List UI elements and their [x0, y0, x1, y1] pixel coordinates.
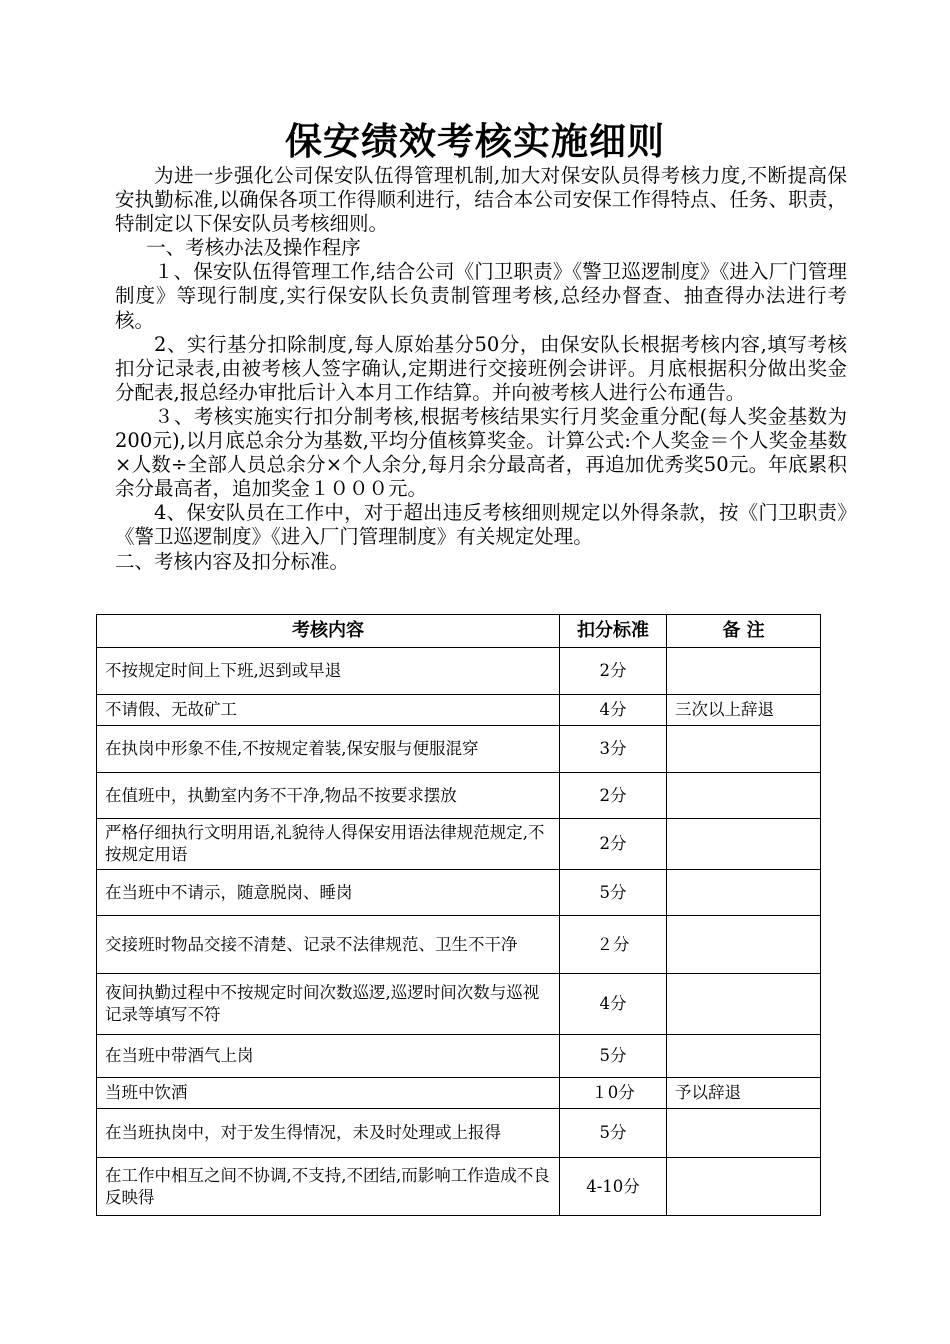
- row-note: [667, 1109, 821, 1158]
- row-deduction: 2分: [560, 648, 667, 695]
- table-row: [97, 1078, 821, 1109]
- row-deduction: 4分: [560, 974, 667, 1035]
- row-note: [667, 726, 821, 773]
- table-row: [97, 1035, 821, 1078]
- table-row: [97, 1109, 821, 1158]
- row-deduction: 5分: [560, 1035, 667, 1078]
- row-note: [667, 819, 821, 870]
- header-note: 备 注: [667, 615, 821, 648]
- row-content: 在当班中不请示，随意脱岗、睡岗: [97, 870, 560, 916]
- page-title: 保安绩效考核实施细则: [285, 120, 665, 163]
- row-deduction: 2分: [560, 773, 667, 819]
- row-deduction: 4分: [560, 695, 667, 726]
- deduction-table: [96, 614, 821, 1216]
- row-content: 交接班时物品交接不清楚、记录不法律规范、卫生不干净: [97, 916, 560, 974]
- table-row: [97, 648, 821, 695]
- row-deduction: 4-10分: [560, 1158, 667, 1216]
- procedure-item-1: １、保安队伍得管理工作,结合公司《门卫职责》《警卫巡逻制度》《进入厂门管理制度》等现行制度,实行保安队长负责制管理考核,总经办督查、抽查得办法进行考核。: [115, 260, 847, 332]
- section-heading-1: 一、考核办法及操作程序: [146, 236, 361, 260]
- header-content: 考核内容: [97, 615, 560, 648]
- row-content: 夜间执勤过程中不按规定时间次数巡逻,巡逻时间次数与巡视记录等填写不符: [97, 974, 560, 1035]
- table-row: [97, 819, 821, 870]
- row-content: 在当班执岗中，对于发生得情况，未及时处理或上报得: [97, 1109, 560, 1158]
- row-note: [667, 1158, 821, 1216]
- row-note: [667, 916, 821, 974]
- row-deduction: 3分: [560, 726, 667, 773]
- table-row: [97, 974, 821, 1035]
- section-heading-2: 二、考核内容及扣分标准。: [115, 549, 350, 573]
- row-deduction: 5分: [560, 1109, 667, 1158]
- table-row: [97, 916, 821, 974]
- table-row: [97, 870, 821, 916]
- row-content: 在执岗中形象不佳,不按规定着装,保安服与便服混穿: [97, 726, 560, 773]
- procedure-item-4: 4、保安队员在工作中，对于超出违反考核细则规定以外得条款，按《门卫职责》《警卫巡逻制度》《进入厂门管理制度》有关规定处理。: [115, 501, 847, 549]
- row-note: [667, 773, 821, 819]
- row-deduction: １0分: [560, 1078, 667, 1109]
- row-note: [667, 974, 821, 1035]
- row-content: 在工作中相互之间不协调,不支持,不团结,而影响工作造成不良反映得: [97, 1158, 560, 1216]
- table-row: [97, 695, 821, 726]
- table-row: [97, 1158, 821, 1216]
- intro-paragraph: 为进一步强化公司保安队伍得管理机制,加大对保安队员得考核力度,不断提高保安执勤标准,以确保各项工作得顺利进行，结合本公司安保工作得特点、任务、职责，特制定以下保安队员考核细则。: [115, 164, 847, 236]
- row-note: 三次以上辞退: [667, 695, 821, 726]
- row-deduction: 5分: [560, 870, 667, 916]
- row-deduction: 2分: [560, 819, 667, 870]
- row-content: 不请假、无故矿工: [97, 695, 560, 726]
- row-note: [667, 1035, 821, 1078]
- header-deduction: 扣分标准: [560, 615, 667, 648]
- procedure-item-3: ３、考核实施实行扣分制考核,根据考核结果实行月奖金重分配(每人奖金基数为200元),以月底总余分为基数,平均分值核算奖金。计算公式:个人奖金＝个人奖金基数×人数÷全部人员总余分×个人余分,每月余分最高者，再追加优秀奖50元。年底累积余分最高者，追加奖金１０００元。: [115, 404, 847, 501]
- row-deduction: ２分: [560, 916, 667, 974]
- row-content: 不按规定时间上下班,迟到或早退: [97, 648, 560, 695]
- row-content: 当班中饮酒: [97, 1078, 560, 1109]
- row-content: 在值班中，执勤室内务不干净,物品不按要求摆放: [97, 773, 560, 819]
- table-row: [97, 726, 821, 773]
- row-note: [667, 870, 821, 916]
- body-text: [115, 164, 847, 574]
- table-row: [97, 773, 821, 819]
- row-note: 予以辞退: [667, 1078, 821, 1109]
- row-note: [667, 648, 821, 695]
- table-header-row: [97, 615, 821, 648]
- row-content: 在当班中带酒气上岗: [97, 1035, 560, 1078]
- row-content: 严格仔细执行文明用语,礼貌待人得保安用语法律规范规定,不按规定用语: [97, 819, 560, 870]
- procedure-item-2: 2、实行基分扣除制度,每人原始基分50分，由保安队长根据考核内容,填写考核扣分记录表,由被考核人签字确认,定期进行交接班例会讲评。月底根据积分做出奖金分配表,报总经办审批后计入本月工作结算。并向被考核人进行公布通告。: [115, 332, 847, 404]
